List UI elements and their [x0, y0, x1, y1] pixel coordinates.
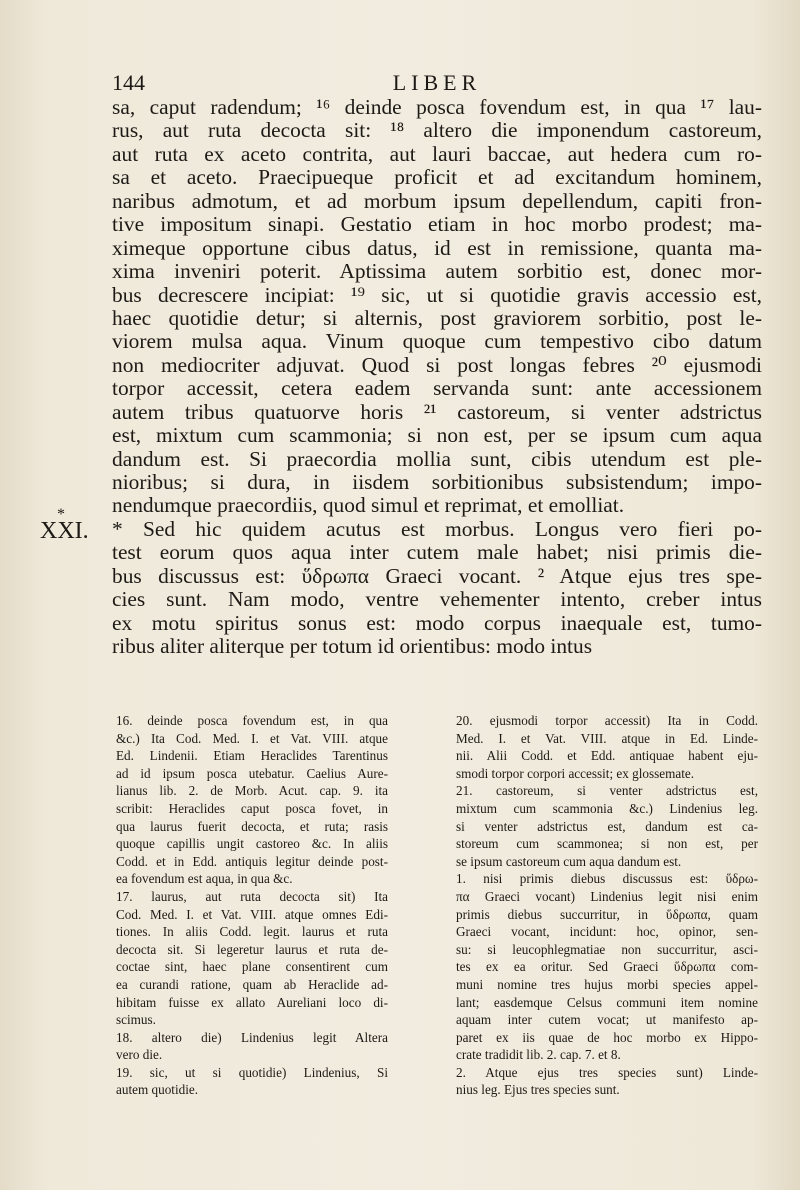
main-text — [112, 96, 762, 659]
footnote-line: 2. Atque ejus tres species sunt) Linde- — [456, 1064, 758, 1080]
text-line: * Sed hic quidem acutus est morbus. Longus vero fieri po- — [112, 517, 762, 541]
footnote-line: quoque capillis ungit castoreo &c. In aliis — [116, 836, 388, 852]
footnote-line: scimus. — [116, 1012, 156, 1028]
footnote-line: ea curandi ratione, quam ab Heraclide ad- — [116, 976, 388, 992]
footnote-line: lant; easdemque Celsus communi item nomine — [456, 994, 758, 1010]
footnote-line: 18. altero die) Lindenius legit Altera — [116, 1029, 388, 1045]
footnote-line: vero die. — [116, 1047, 163, 1063]
footnote-line: su: si leucophlegmatiae non succurritur, asci- — [456, 941, 758, 957]
footnote-line: Codd. et in Edd. antiquis legitur deinde post- — [116, 853, 388, 869]
chapter-marker — [40, 506, 89, 545]
text-line: naribus admotum, et ad morbum ipsum depellendum, capiti fron- — [112, 189, 762, 213]
footnote-line: 21. castoreum, si venter adstrictus est, — [456, 783, 758, 799]
footnote-line: paret ex iis quae de hoc morbo ex Hippo- — [456, 1029, 758, 1045]
text-line: rus, aut ruta decocta sit: ¹⁸ altero die imponendum castoreum, — [112, 119, 762, 143]
footnote-line: primis diebus succurritur, in ὕδρωπα, quam — [456, 906, 758, 922]
footnote-line: autem quotidie. — [116, 1082, 199, 1098]
footnote-line: nii. Alii Codd. et Edd. antiquae habent eju- — [456, 748, 758, 764]
text-line: viorem mulsa aqua. Vinum quoque cum tempestivo cibo datum — [112, 330, 762, 354]
footnote-line: qua laurus fuerit decocta, et ruta; rasis — [116, 818, 388, 834]
footnote-line: tes ex ea oritur. Sed Graeci ὕδρωπα com- — [456, 959, 758, 975]
footnote-line: Graeci vocant, incidunt: hoc, opinor, sen- — [456, 924, 758, 940]
footnote-line: aquam inter cutem vocat; ut manifesto ap- — [456, 1012, 758, 1028]
text-line: tive impositum sinapi. Gestatio etiam in hoc morbo prodest; ma- — [112, 213, 762, 237]
text-line: xima inveniri poterit. Aptissima autem sorbitio est, donec mor- — [112, 260, 762, 284]
running-title: LIBER — [392, 70, 482, 95]
footnote-line: ea fovendum est aqua, in qua &c. — [116, 871, 293, 887]
footnote-line: &c.) Ita Cod. Med. I. et Vat. VIII. atque — [116, 730, 388, 746]
footnote-line: Med. I. et Vat. VIII. atque in Ed. Linde- — [456, 730, 758, 746]
footnote-line: πα Graeci vocant) Lindenius legit nisi enim — [456, 888, 758, 904]
footnote-line: 16. deinde posca fovendum est, in qua — [116, 713, 388, 728]
text-line: non mediocriter adjuvat. Quod si post longas febres ²⁰ ejusmodi — [112, 353, 762, 377]
footnote-line: crate tradidit lib. 2. cap. 7. et 8. — [456, 1047, 621, 1063]
footnote-line: 20. ejusmodi torpor accessit) Ita in Codd. — [456, 713, 758, 728]
text-line: sa, caput radendum; ¹⁶ deinde posca fovendum est, in qua ¹⁷ lau- — [112, 96, 762, 119]
footnote-line: 17. laurus, aut ruta decocta sit) Ita — [116, 888, 388, 904]
footnote-line: tiones. In aliis Codd. legit. laurus et ruta — [116, 924, 388, 940]
footnote-line: ad id ipsum posca utebatur. Caelius Aure- — [116, 765, 388, 781]
footnote-line: muni nomine tres hujus morbi species appel- — [456, 976, 758, 992]
footnote-line: 19. sic, ut si quotidie) Lindenius, Si — [116, 1064, 388, 1080]
text-line: nendumque praecordiis, quod simul et reprimat, et emolliat. — [112, 494, 625, 518]
footnote-line: lianus lib. 2. de Morb. Acut. cap. 9. ita — [116, 783, 388, 799]
text-line: ribus aliter aliterque per totum id orientibus: modo intus — [112, 635, 593, 659]
text-line: ximeque opportune cibus datus, id est in remissione, quanta ma- — [112, 236, 762, 260]
text-line: bus discussus est: ὕδρωπα Graeci vocant. ² Atque ejus tres spe- — [112, 564, 762, 588]
footnote-line: storeum cum scammonea; si non est, per — [456, 836, 758, 852]
footnote-line: coctae sint, haec plane consentirent cum — [116, 959, 388, 975]
footnote-line: scribit: Heraclides caput posca fovet, in — [116, 800, 388, 816]
text-line: nioribus; si dura, in iisdem sorbitionibus subsistendum; impo- — [112, 471, 762, 494]
text-line: bus decrescere incipiat: ¹⁹ sic, ut si quotidie gravis accessio est, — [112, 283, 762, 307]
text-line: cies sunt. Nam modo, ventre vehementer intento, creber intus — [112, 588, 762, 612]
footnote-line: 1. nisi primis diebus discussus est: ὕδρω- — [456, 871, 758, 887]
text-line: ex motu spiritus sonus est: modo corpus inaequale est, tumo- — [112, 611, 762, 635]
text-line: est, mixtum cum scammonia; si non est, per se ipsum cum aqua — [112, 424, 762, 448]
chapter-star: * — [57, 506, 65, 523]
footnotes-right-column — [456, 712, 758, 1099]
footnote-line: se ipsum castoreum cum aqua dandum est. — [456, 853, 682, 869]
text-line: torpor accessit, cetera eadem servanda sunt: ante accessionem — [112, 377, 762, 401]
text-line: haec quotidie detur; si alternis, post graviorem sorbitio, post le- — [112, 306, 762, 330]
page-number: 144 — [112, 70, 145, 95]
footnote-line: decocta sit. Si legeretur laurus et ruta de- — [116, 941, 388, 957]
chapter-number: XXI. — [40, 518, 89, 544]
footnote-line: mixtum cum scammonia &c.) Lindenius leg. — [456, 800, 758, 816]
text-line: autem tribus quatuorve horis ²¹ castoreum, si venter adstrictus — [112, 400, 762, 424]
text-line: aut ruta ex aceto contrita, aut lauri baccae, aut hedera cum ro- — [112, 142, 762, 166]
text-line: dandum est. Si praecordia mollia sunt, cibis utendum est ple- — [112, 447, 762, 471]
footnote-line: Ed. Lindenii. Etiam Heraclides Tarentinus — [116, 748, 388, 764]
footnote-line: Cod. Med. I. et Vat. VIII. atque omnes Edi- — [116, 906, 388, 922]
footnotes-left-column — [116, 712, 388, 1099]
text-line: test eorum quos aqua inter cutem male habet; nisi primis die- — [112, 541, 762, 565]
footnote-line: nius leg. Ejus tres species sunt. — [456, 1082, 620, 1098]
footnote-line: hibitam fuisse ex allato Aureliani loco di- — [116, 994, 388, 1010]
footnote-line: smodi torpor corpori accessit; ex glossemate. — [456, 765, 695, 781]
text-line: sa et aceto. Praecipueque proficit et ad excitandum hominem, — [112, 166, 762, 190]
footnote-line: si venter adstrictus est, dandum est ca- — [456, 818, 758, 834]
